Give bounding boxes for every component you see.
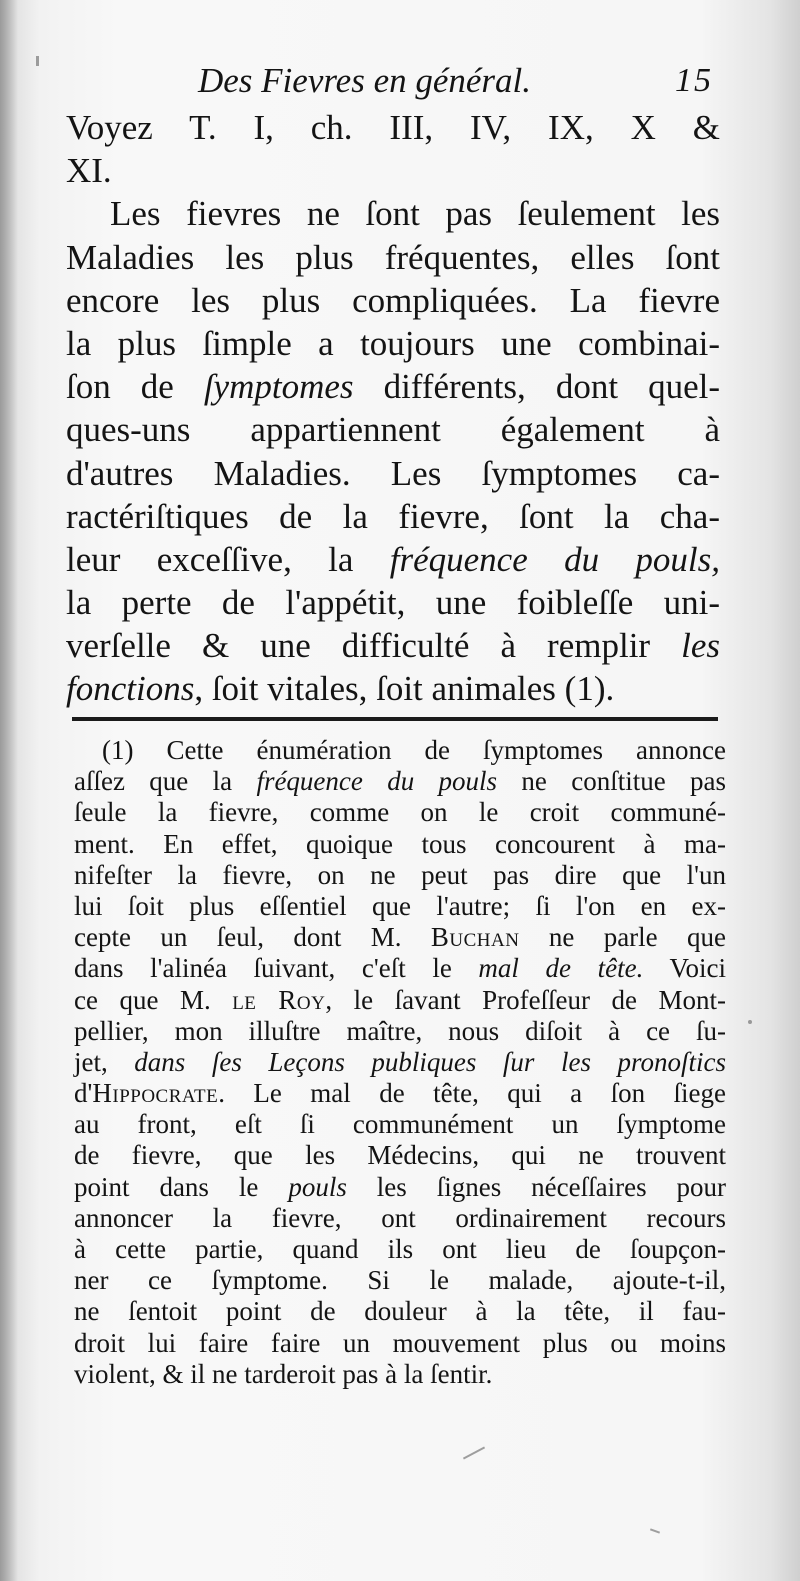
main-text: [66, 106, 720, 711]
text-line: encore les plus compliquées. La fievre: [66, 280, 720, 320]
paragraph-start-line: Les fievres ne ſont pas ſeulement les: [110, 194, 720, 234]
footnote-line: ner ce ſymptome. Si le malade, ajoute-t-il,: [74, 1265, 726, 1296]
footnote-line: dans l'alinéa ſuivant, c'eſt le mal de tête. Voici: [74, 953, 726, 984]
author-name: le Roy: [232, 984, 326, 1015]
text-line: fonctions, ſoit vitales, ſoit animales (1).: [66, 669, 615, 709]
italic-term: les: [681, 626, 721, 666]
footnote-line: d'Hippocrate. Le mal de tête, qui a ſon ſiege: [74, 1078, 726, 1109]
running-head: [0, 58, 800, 104]
footnote-line: violent, & il ne tarderoit pas à la ſentir.: [74, 1358, 493, 1389]
page-number: 15: [675, 62, 713, 99]
text-line: ques-uns appartiennent également à: [66, 410, 720, 450]
footnote-line: ment. En effet, quoique tous concourent à ma-: [74, 828, 726, 859]
italic-term: fréquence du pouls,: [389, 539, 721, 579]
text-line: Voyez T. I, ch. III, IV, IX, X &: [66, 108, 720, 147]
text-line: ſon de ſymptomes différents, dont quel-: [66, 367, 720, 407]
text-line: verſelle & une difficulté à remplir les: [66, 626, 721, 666]
text-line: la plus ſimple a toujours une combinai-: [66, 323, 720, 363]
italic-term: mal de tête.: [478, 953, 644, 984]
footnote-line: ce que M. le Roy, le ſavant Profeſſeur de Mont-: [74, 984, 726, 1015]
text-line: ractériſtiques de la fievre, ſont la cha-: [66, 496, 720, 536]
footnote-line: pellier, mon illuſtre maître, nous diſoit à ce ſu-: [74, 1015, 726, 1046]
footnote-line: de fievre, que les Médecins, qui ne trouvent: [74, 1140, 726, 1171]
footnote-line: aſſez que la fréquence du pouls ne conſtitue pas: [74, 766, 727, 797]
footnote-line: point dans le pouls les ſignes néceſſaires pour: [74, 1171, 727, 1202]
footnote-line: ſeule la fievre, comme on le croit communé-: [74, 797, 726, 828]
author-name: Hippocrate: [92, 1078, 219, 1109]
footnote-line: (1) Cette énumération de ſymptomes annonce: [102, 735, 726, 765]
paper-speck: [463, 1446, 485, 1459]
footnote-line: annoncer la fievre, ont ordinairement recours: [74, 1202, 726, 1233]
italic-term: fréquence du pouls: [256, 766, 498, 797]
paper-speck: [36, 56, 39, 66]
footnote-line: à cette partie, quand ils ont lieu de ſoupçon-: [74, 1234, 726, 1264]
text-line: XI.: [66, 151, 112, 191]
running-title: Des Fievres en général.: [198, 61, 532, 100]
footnote: [74, 735, 726, 1390]
italic-term: pouls: [288, 1171, 347, 1202]
footnote-line: nifeſter la fievre, on ne peut pas dire que l'un: [74, 859, 726, 890]
text-line: d'autres Maladies. Les ſymptomes ca-: [66, 453, 720, 493]
text-line: la perte de l'appétit, une foibleſſe uni-: [66, 583, 720, 623]
footnote-line: jet, dans ſes Leçons publiques ſur les pronoſtics: [74, 1046, 726, 1077]
footnote-line: au front, eſt ſi communément un ſymptome: [74, 1109, 726, 1140]
footnote-separator-rule: [72, 717, 718, 721]
footnote-line: droit lui faire faire un mouvement plus ou moins: [74, 1327, 726, 1358]
paper-speck: [650, 1528, 660, 1533]
text-line: leur exceſſive, la fréquence du pouls,: [66, 539, 721, 579]
text-line: Maladies les plus fréquentes, elles ſont: [66, 237, 720, 277]
paper-speck: [748, 1020, 752, 1024]
italic-title: dans ſes Leçons publiques ſur les pronoſtics: [134, 1046, 726, 1077]
footnote-line: cepte un ſeul, dont M. Buchan ne parle que: [74, 922, 727, 953]
italic-term: ſymptomes: [203, 367, 354, 407]
footnote-line: ne ſentoit point de douleur à la tête, il fau-: [74, 1296, 726, 1327]
author-name: Buchan: [430, 922, 520, 953]
italic-term: fonctions: [66, 669, 195, 709]
footnote-line: lui ſoit plus eſſentiel que l'autre; ſi l'on en ex-: [74, 890, 726, 921]
